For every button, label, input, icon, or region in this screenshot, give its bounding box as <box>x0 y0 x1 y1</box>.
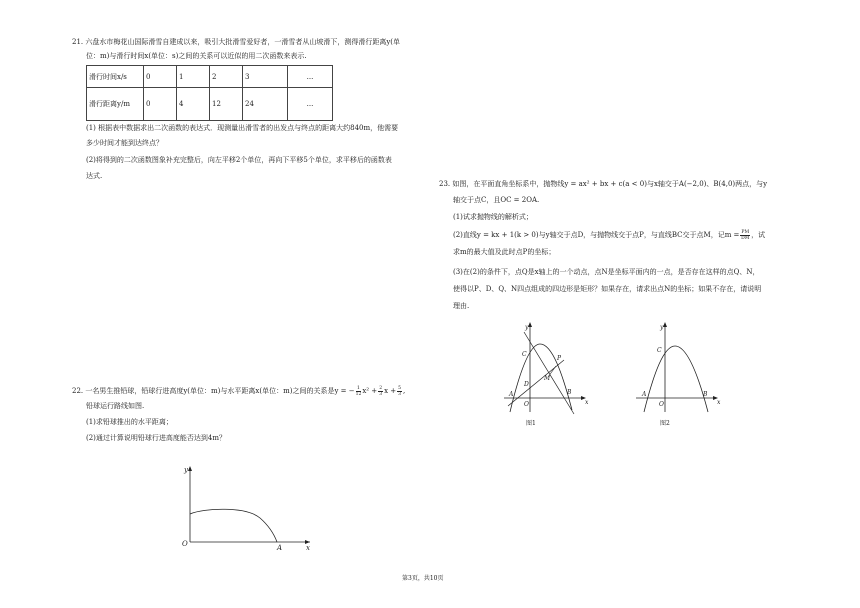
table-cell: ... <box>288 66 333 88</box>
line-bc <box>524 332 574 414</box>
fraction <box>378 386 383 397</box>
q23-part2-line1 <box>453 230 765 241</box>
parabola <box>510 344 572 412</box>
figure-caption: 图1 <box>526 420 536 427</box>
q23-part3-line2: 使得以P、D、Q、N四点组成的四边形是矩形？如果存在，请求出点N的坐标；如果不存在，请说明 <box>453 285 762 293</box>
point-m-label: M <box>544 375 551 382</box>
fraction-numerator: 5 <box>398 386 401 391</box>
q22-stem-text: 22. 一名男生推铅球，铅球行进高度y(单位：m)与水平距离x(单位：m)之间的关系是y = − <box>72 387 355 395</box>
page-footer: 第3页，共10页 <box>402 575 444 582</box>
table-cell: 4 <box>177 88 210 121</box>
table-cell: 滑行时间x/s <box>87 66 144 88</box>
fraction-denominator: 12 <box>355 392 362 397</box>
table-cell: 24 <box>243 88 288 121</box>
x-label: x <box>717 399 721 406</box>
point-c-label: C <box>522 351 527 358</box>
y-axis-arrow <box>188 466 192 471</box>
fraction-numerator: 1 <box>357 386 360 391</box>
q21-line1: 21. 六盘水市梅花山国际滑雪自建成以来，吸引大批滑雪爱好者，一滑雪者从山坡滑下，测得滑行距离y(单 <box>72 38 401 46</box>
q23-figure-2 <box>632 320 732 430</box>
table-cell: 1 <box>177 66 210 88</box>
q21-table <box>86 65 333 121</box>
q22-part2: (2)通过计算说明铅球行进高度能否达到4m？ <box>86 434 227 442</box>
q21-part1-line2: 多少时间才能到达终点？ <box>86 139 163 147</box>
origin-label: O <box>182 540 188 548</box>
figure-caption: 图2 <box>660 420 670 427</box>
fraction-denominator: DM <box>741 236 750 241</box>
q23-part2-line2: 求m的最大值及此时点P的坐标； <box>453 248 556 256</box>
point-b-label: B <box>567 389 572 396</box>
table-cell: 3 <box>243 66 288 88</box>
fraction-numerator: 2 <box>379 386 383 391</box>
table-row <box>87 88 333 121</box>
point-a-label: A <box>642 391 647 398</box>
table-cell: 滑行距离y/m <box>87 88 144 121</box>
fraction <box>397 386 402 397</box>
q22-graph <box>176 460 316 550</box>
trajectory-curve <box>190 509 277 542</box>
point-a-label: A <box>277 544 283 552</box>
fraction-numerator: PM <box>741 230 750 235</box>
y-axis-arrow <box>663 322 667 327</box>
parabola <box>644 346 708 412</box>
point-b-label: B <box>703 391 708 398</box>
point-c-label: C <box>657 347 662 354</box>
q21-line2: 位：m)与滑行时间x(单位：s)之间的关系可以近似的用二次函数来表示. <box>86 52 307 60</box>
q22-term: x² + <box>362 387 378 395</box>
y-label: y <box>184 466 188 474</box>
point-d-label: D <box>524 381 529 388</box>
table-cell: 0 <box>144 66 177 88</box>
q23-line2: 轴交于点C，且OC = 2OA. <box>453 196 540 204</box>
q23-part3-line1: (3)在(2)的条件下，点Q是x轴上的一个动点，点N是坐标平面内的一点，是否存在这样的点Q、N， <box>453 268 760 276</box>
q22-line2: 铅球运行路线如图. <box>86 402 145 410</box>
q21-part2-line1: (2)将得到的二次函数图象补充完整后，向左平移2个单位，再向下平移5个单位，求平移后的函数表 <box>86 156 392 164</box>
table-cell: ... <box>288 88 333 121</box>
table-row <box>87 66 333 88</box>
origin-label: O <box>659 401 664 408</box>
table-cell: 0 <box>144 88 177 121</box>
q22-term: , <box>402 387 406 395</box>
table-cell: 12 <box>210 88 243 121</box>
q21-part1-line1: (1) 根据表中数据求出二次函数的表达式．现测量出滑雪者的出发点与终点的距离大约840m，他需要 <box>86 124 399 132</box>
q23-part1: (1)试求抛物线的解析式； <box>453 213 533 221</box>
fraction <box>356 386 362 397</box>
x-label: x <box>306 544 310 552</box>
fraction <box>740 230 750 241</box>
y-axis-arrow <box>528 322 532 327</box>
q23-part2-text-end: ，试 <box>751 231 766 239</box>
y-label: y <box>660 324 664 331</box>
q23-figure-1 <box>500 320 600 430</box>
q22-term: x + <box>384 387 397 395</box>
point-p-label: P <box>557 355 562 362</box>
q23-part2-text: (2)直线y = kx + 1(k > 0)与y轴交于点D，与抛物线交于点P，与直线BC交于点M，记m = <box>453 231 740 239</box>
q22-part1: (1)求铅球推出的水平距离； <box>86 418 173 426</box>
point-a-label: A <box>509 391 514 398</box>
q23-line1: 23. 如图，在平面直角坐标系中，抛物线y = ax² + bx + c(a < 0)与x轴交于A(−2,0)、B(4,0)两点，与y <box>439 180 768 188</box>
fraction-denominator: 3 <box>398 392 401 397</box>
q23-part3-line3: 理由. <box>453 302 470 310</box>
table-cell: 2 <box>210 66 243 88</box>
q21-part2-line2: 达式. <box>86 172 103 180</box>
origin-label: O <box>524 401 529 408</box>
x-label: x <box>585 399 589 406</box>
y-label: y <box>525 324 529 331</box>
fraction-denominator: 3 <box>379 392 383 397</box>
q22-line1 <box>72 386 405 397</box>
